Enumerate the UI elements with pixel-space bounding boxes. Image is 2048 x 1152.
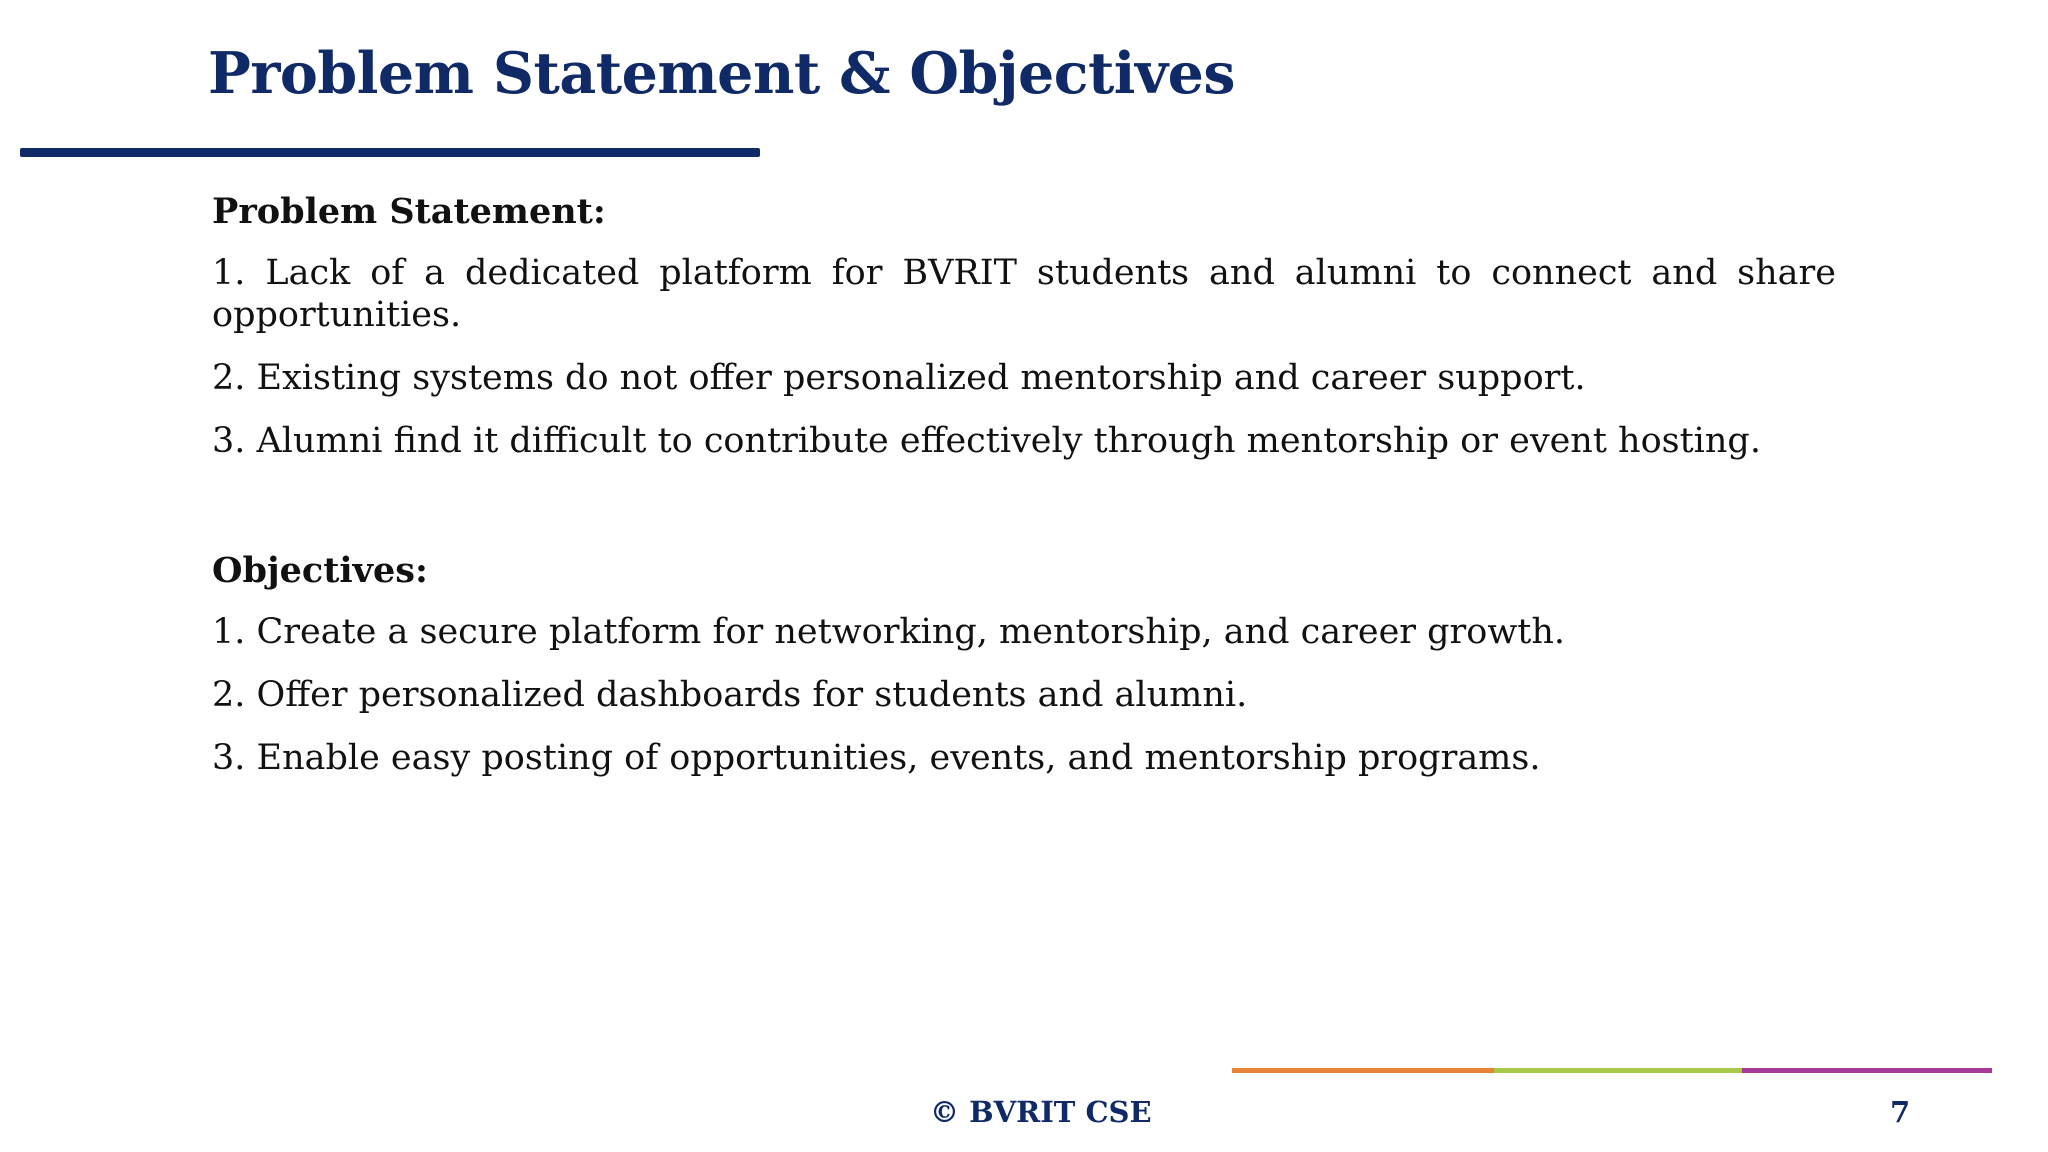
section-spacer <box>212 483 1836 549</box>
objectives-heading: Objectives: <box>212 550 428 591</box>
footer-color-bars <box>1232 1068 1992 1073</box>
slide-title: Problem Statement & Objectives <box>208 40 1235 107</box>
objective-item-3: 3. Enable easy posting of opportunities, events, and mentorship programs. <box>212 738 1541 778</box>
objective-item-2: 2. Offer personalized dashboards for students and alumni. <box>212 675 1248 715</box>
problem-item-3: 3. Alumni find it difficult to contribute effectively through mentorship or event hosting. <box>212 421 1761 461</box>
footer-bar-orange <box>1232 1068 1494 1073</box>
footer-bar-purple <box>1742 1068 1992 1073</box>
problem-item-2: 2. Existing systems do not offer personalized mentorship and career support. <box>212 358 1586 398</box>
slide-content <box>212 190 1836 800</box>
page-number: 7 <box>1890 1095 1911 1129</box>
problem-item-1: 1. Lack of a dedicated platform for BVRIT students and alumni to connect and share opportunities. <box>212 253 1836 335</box>
objective-item-1: 1. Create a secure platform for networking, mentorship, and career growth. <box>212 612 1566 652</box>
problem-statement-heading: Problem Statement: <box>212 191 606 232</box>
footer-bar-green <box>1494 1068 1742 1073</box>
title-underline <box>20 148 760 157</box>
footer-copyright: © BVRIT CSE <box>930 1095 1152 1129</box>
